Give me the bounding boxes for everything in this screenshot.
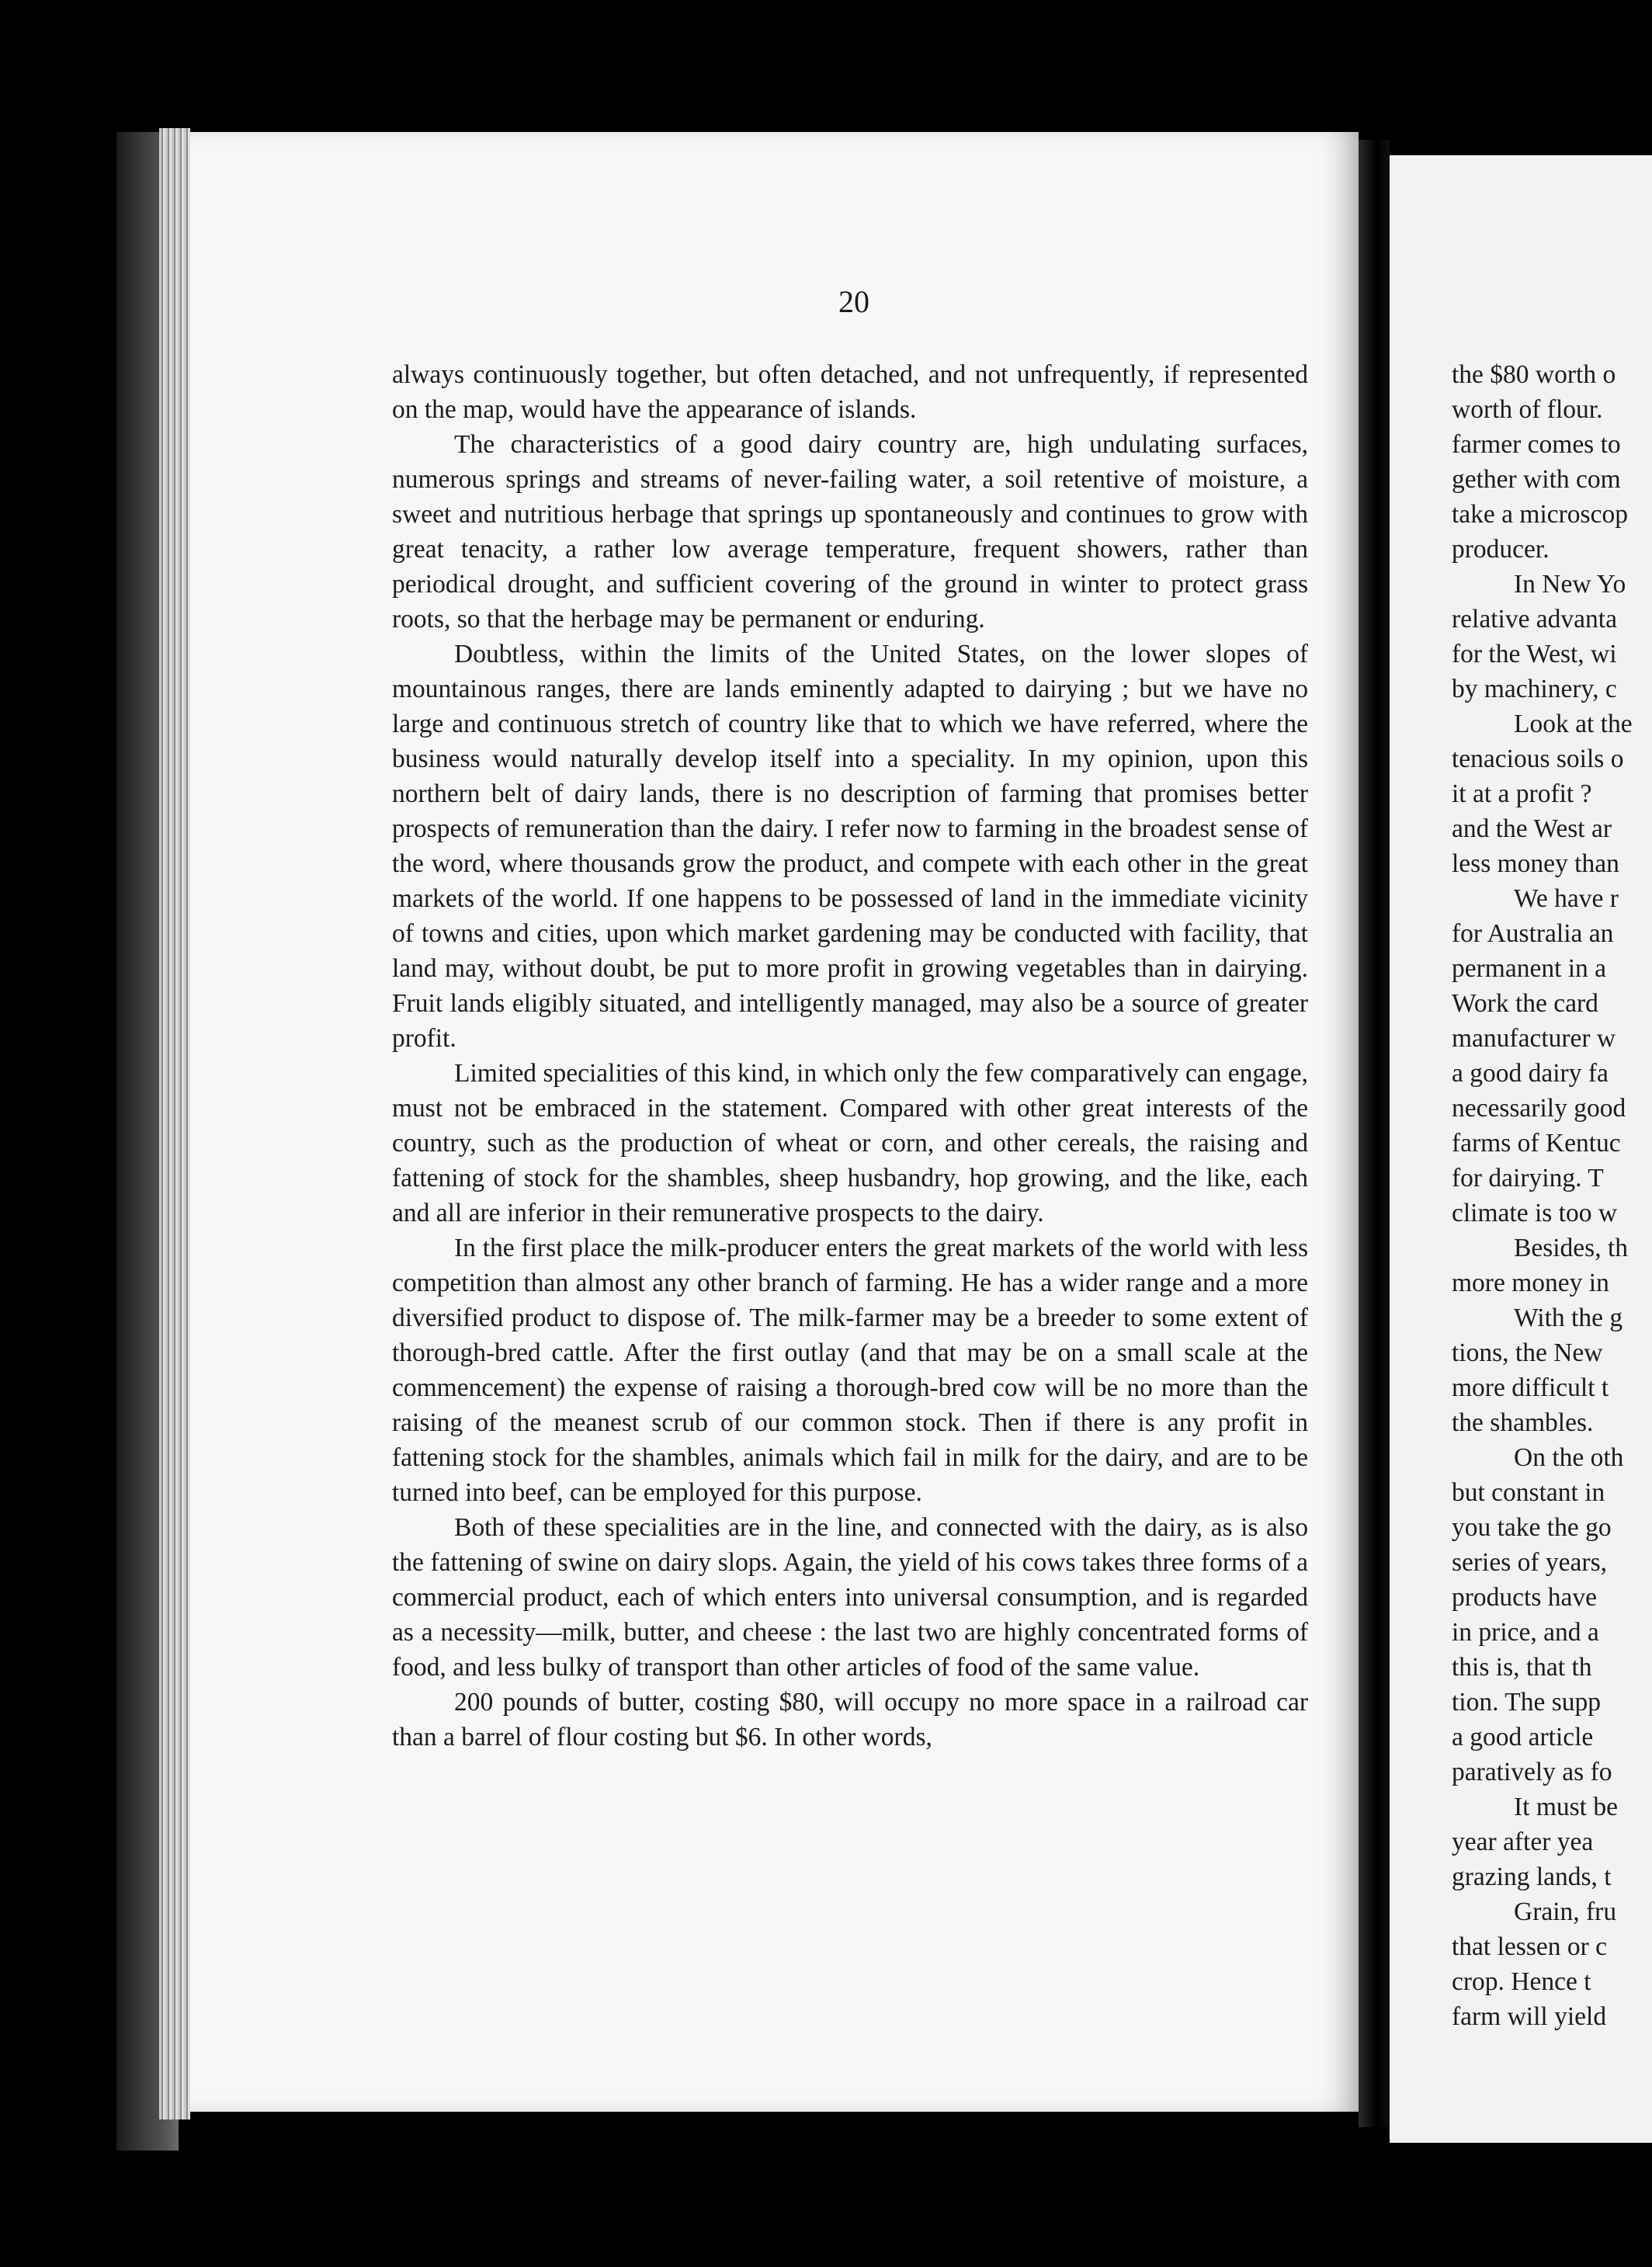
facing-page-line: more money in <box>1452 1269 1609 1297</box>
facing-page-line: a good article <box>1452 1723 1594 1751</box>
facing-page-line: that lessen or c <box>1452 1932 1608 1961</box>
facing-page-line: gether with com <box>1452 465 1621 494</box>
paragraph: Doubtless, within the limits of the United States, on the lower slopes of mountainous ranges, there are lands eminently adapted to dairying ; but we have no large and continuous stretch of country like that to which we have referred, where the business would naturally develop itself into a speciality. In my opinion, upon this northern belt of dairy lands, there is no description of farming that promises better prospects of remuneration than the dairy. I refer now to farming in the broadest sense of the word, where thousands grow the product, and compete with each other in the great markets of the world. If one happens to be possessed of land in the immediate vicinity of towns and cities, upon which market gardening may be conducted with facility, that land may, without doubt, be put to more profit in growing vegetables than in dairying. Fruit lands eligibly situated, and intelligently managed, may also be a source of greater profit. <box>392 640 1308 1053</box>
facing-page-line: producer. <box>1452 535 1550 564</box>
facing-page-line: necessarily good <box>1452 1094 1626 1123</box>
facing-page-line: relative advanta <box>1452 605 1617 634</box>
facing-page-line: take a microscop <box>1452 500 1628 529</box>
facing-page-line: farms of Kentuc <box>1452 1129 1621 1158</box>
facing-page-line: more difficult t <box>1452 1373 1609 1402</box>
facing-page-line: permanent in a <box>1452 954 1607 983</box>
facing-page-line: In New Yo <box>1514 570 1626 599</box>
facing-page-line: in price, and a <box>1452 1618 1599 1647</box>
paragraph: Both of these specialities are in the line, and connected with the dairy, as is also the fattening of swine on dairy slops. Again, the yield of his cows takes three forms of a commercial product, each of which enters into universal consumption, and is regarded as a necessity—milk, butter, and cheese : the last two are highly concentrated forms of food, and less bulky of transport than other articles of food of the same value. <box>392 1513 1308 1682</box>
facing-page-line: and the West ar <box>1452 814 1612 843</box>
facing-page-line: but constant in <box>1452 1478 1605 1507</box>
facing-page-line: On the oth <box>1514 1443 1624 1472</box>
facing-page-line: year after yea <box>1452 1828 1594 1856</box>
facing-page-line: tenacious soils o <box>1452 745 1624 773</box>
facing-page-line: tions, the New <box>1452 1338 1603 1367</box>
paragraph: Limited specialities of this kind, in which only the few comparatively can engage, must not be embraced in the statement. Compared with other great interests of the country, such as the production of wheat or corn, and other cereals, the raising and fattening of stock for the shambles, sheep husbandry, hop growing, and the like, each and all are inferior in their remunerative prospects to the dairy. <box>392 1059 1308 1227</box>
facing-page-line: Work the card <box>1452 989 1598 1018</box>
facing-page-line: this is, that th <box>1452 1653 1592 1682</box>
facing-page-line: worth of flour. <box>1452 395 1603 424</box>
page-body <box>392 357 1308 1755</box>
facing-page-line: paratively as fo <box>1452 1758 1612 1786</box>
facing-page-line: a good dairy fa <box>1452 1059 1609 1088</box>
facing-page-line: for the West, wi <box>1452 640 1617 668</box>
paragraph: 200 pounds of butter, costing $80, will occupy no more space in a railroad car than a barrel of flour costing but $6. In other words, <box>392 1688 1308 1751</box>
facing-page-line: the shambles. <box>1452 1408 1594 1437</box>
facing-page-line: it at a profit ? <box>1452 779 1592 808</box>
facing-page-line: farmer comes to <box>1452 430 1621 459</box>
facing-page-line: Besides, th <box>1514 1234 1629 1262</box>
facing-page-line: by machinery, c <box>1452 675 1617 703</box>
facing-page-line: tion. The supp <box>1452 1688 1602 1717</box>
facing-page-line: for Australia an <box>1452 919 1614 948</box>
facing-page-line: grazing lands, t <box>1452 1863 1612 1891</box>
facing-page-line: Look at the <box>1514 710 1633 738</box>
facing-page-line: farm will yield <box>1452 2002 1607 2031</box>
facing-page-line: the $80 worth o <box>1452 360 1616 389</box>
paragraph: always continuously together, but often detached, and not unfrequently, if represented on the map, would have the appearance of islands. <box>392 360 1308 424</box>
facing-page-line: for dairying. T <box>1452 1164 1604 1193</box>
page-number: 20 <box>838 284 869 319</box>
facing-page-line: Grain, fru <box>1514 1897 1617 1926</box>
paragraph: The characteristics of a good dairy country are, high undulating surfaces, numerous springs and streams of never-failing water, a soil retentive of moisture, a sweet and nutritious herbage that springs up spontaneously and continues to grow with great tenacity, a rather low average temperature, frequent showers, rather than periodical drought, and sufficient covering of the ground in winter to protect grass roots, so that the herbage may be permanent or enduring. <box>392 430 1308 634</box>
facing-page-line: manufacturer w <box>1452 1024 1616 1053</box>
facing-page-line: products have <box>1452 1583 1597 1612</box>
facing-page-line: crop. Hence t <box>1452 1967 1591 1996</box>
facing-page-text <box>1452 357 1652 2034</box>
facing-page-line: We have r <box>1514 884 1619 913</box>
facing-page-line: you take the go <box>1452 1513 1612 1542</box>
facing-page-line: less money than <box>1452 849 1619 878</box>
facing-page-line: series of years, <box>1452 1548 1607 1577</box>
paragraph: In the first place the milk-producer enters the great markets of the world with less competition than almost any other branch of farming. He has a wider range and a more diversified product to dispose of. The milk-farmer may be a breeder to some extent of thorough-bred cattle. After the first outlay (and that may be on a small scale at the commencement) the expense of raising a thorough-bred cow will be no more than the raising of the meanest scrub of our common stock. Then if there is any profit in fattening stock for the shambles, animals which fail in milk for the dairy, and are to be turned into beef, can be employed for this purpose. <box>392 1234 1308 1507</box>
gutter <box>1359 140 1390 2127</box>
facing-page-line: climate is too w <box>1452 1199 1618 1227</box>
facing-page-line: It must be <box>1514 1793 1618 1821</box>
page-edges <box>159 128 190 2119</box>
facing-page-line: With the g <box>1514 1304 1623 1332</box>
